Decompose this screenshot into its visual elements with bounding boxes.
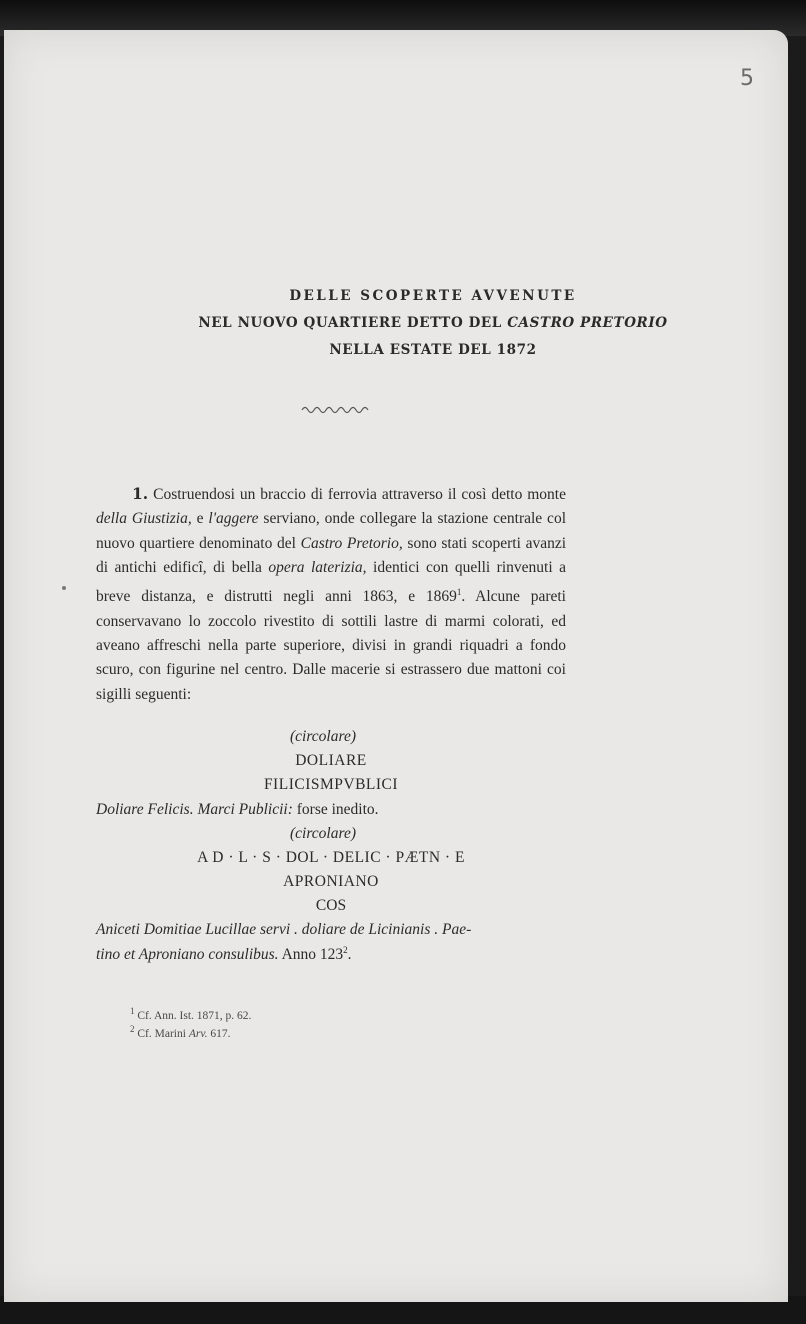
stamp-2-reading-line-2 xyxy=(96,945,352,964)
text-segment: sono stati scoperti avanzi di antichi edificî, di bella xyxy=(96,534,567,576)
footnote-2 xyxy=(130,1024,230,1040)
heading-line-3: NELLA ESTATE DEL 1872 xyxy=(329,342,537,358)
wavy-ornament-icon xyxy=(300,404,370,416)
stamp-1-reading-rest: forse inedito. xyxy=(296,801,379,818)
text-segment: identici con quelli rinvenuti a breve distanza, e distrutti negli anni 1863, e 1869 xyxy=(96,558,567,606)
text-segment: serviano, onde collegare la stazione centrale col nuovo quartiere denominato del xyxy=(96,510,566,552)
footnote-1-mark: 1 xyxy=(130,1006,135,1016)
heading-line-2 xyxy=(30,315,806,331)
stamp-2-line-2: APRONIANO xyxy=(283,873,379,890)
footnote-2-mark: 2 xyxy=(130,1024,135,1034)
stamp-1-reading-italic: Doliare Felicis. Marci Publicii: xyxy=(96,801,293,818)
footnote-2-text-italic: Arv. xyxy=(188,1027,208,1040)
footnote-ref-1: 1 xyxy=(456,587,462,598)
stamp-1-line-1: DOLIARE xyxy=(295,752,367,769)
footnote-2-text-a: Cf. Marini xyxy=(137,1027,186,1040)
heading-line-2-prefix: NEL NUOVO QUARTIERE DETTO DEL xyxy=(198,315,502,331)
footnote-1-text: Cf. Ann. Ist. 1871, p. 62. xyxy=(137,1009,252,1022)
text-segment: Costruendosi un braccio di ferrovia attraverso il così detto monte xyxy=(153,486,566,503)
paragraph-number: 1. xyxy=(132,484,149,503)
footnote-1 xyxy=(130,1006,251,1022)
stamp-2-line-1: A D · L · S · DOL · DELIC · PÆTN · E xyxy=(197,849,465,866)
stamp-2-reading-line-1: Aniceti Domitiae Lucillae servi . doliare de Licinianis . Pae- xyxy=(96,921,472,938)
italic-segment: della Giustizia, xyxy=(96,510,192,528)
footnote-ref-2: 2 xyxy=(343,945,348,955)
italic-segment: opera laterizia, xyxy=(268,558,367,576)
text-segment: e xyxy=(196,510,204,528)
heading-line-1: DELLE SCOPERTE AVVENUTE xyxy=(289,288,577,304)
margin-mark xyxy=(62,586,66,590)
stamp-1-reading xyxy=(96,801,379,819)
stamp-1-note: (circolare) xyxy=(290,728,356,745)
main-paragraph xyxy=(96,482,566,707)
stamp-1-line-2: FILICISMPVBLICI xyxy=(263,776,399,793)
stamp-2-reading-rest: Anno 123 xyxy=(281,946,344,964)
stamp-2-line-3: COS xyxy=(315,897,347,914)
footnote-2-text-b: 617. xyxy=(210,1027,231,1040)
stamp-2-reading-end: . xyxy=(347,946,352,964)
page-number: 5 xyxy=(740,66,754,91)
text-segment: . Alcune pareti conservavano lo zoccolo rivestito di sottili lastre di marmi colorati, ed aveano affreschi nella parte superiore, divisi in grandi riquadri a fondo scuro, con figurine nel centro. Dalle macerie si estrassero due mattoni coi sigilli seguenti: xyxy=(96,588,566,703)
heading-line-2-italic: CASTRO PRETORIO xyxy=(507,315,668,331)
stamp-2-note: (circolare) xyxy=(290,825,356,842)
italic-segment: Castro Pretorio, xyxy=(300,534,403,552)
stamp-2-reading-italic: tino et Aproniano consulibus. xyxy=(96,946,279,964)
italic-segment: l'aggere xyxy=(208,510,259,528)
